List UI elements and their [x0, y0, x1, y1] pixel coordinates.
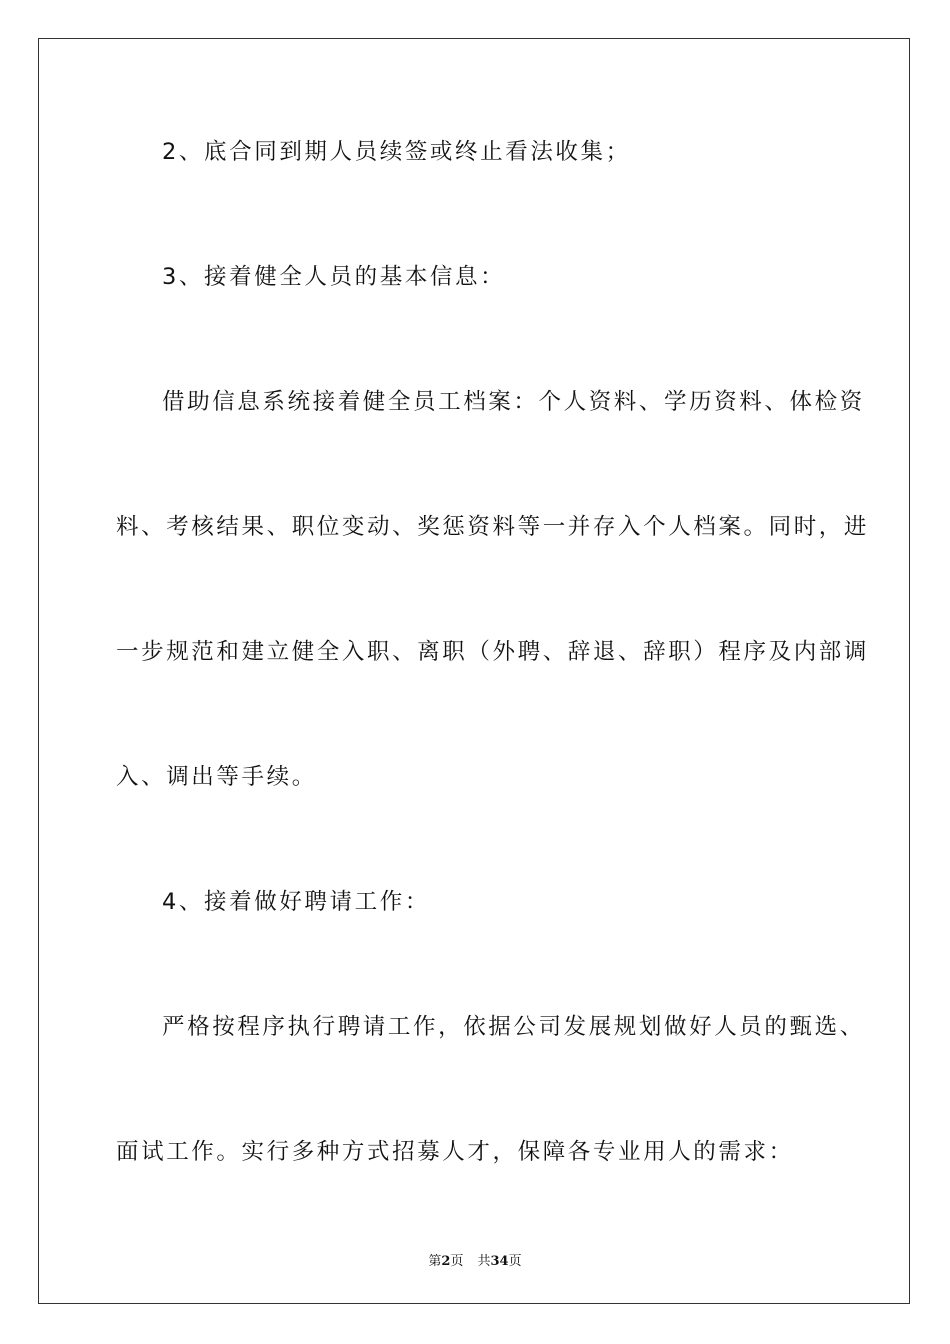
footer-page-number: 2	[441, 1254, 451, 1269]
paragraph-archives-line-1: 借助信息系统接着健全员工档案：个人资料、学历资料、体检资	[162, 389, 865, 415]
paragraph-recruit-line-1: 严格按程序执行聘请工作，依据公司发展规划做好人员的甄选、	[162, 1014, 865, 1040]
page-footer	[0, 1250, 950, 1269]
paragraph-archives-line-4: 入、调出等手续。	[116, 764, 317, 790]
paragraph-recruit-line-2: 面试工作。实行多种方式招募人才，保障各专业用人的需求：	[116, 1139, 794, 1165]
footer-total-suffix: 页	[508, 1254, 522, 1269]
paragraph-archives-line-3: 一步规范和建立健全入职、离职（外聘、辞退、辞职）程序及内部调	[116, 639, 870, 665]
footer-page-prefix: 第	[428, 1254, 442, 1269]
footer-total-pages: 34	[490, 1254, 509, 1269]
paragraph-item-4-heading: 4、接着做好聘请工作：	[162, 889, 430, 915]
footer-total-prefix: 共	[477, 1254, 491, 1269]
footer-page-suffix: 页	[450, 1254, 464, 1269]
paragraph-item-2: 2、底合同到期人员续签或终止看法收集；	[162, 139, 631, 165]
paragraph-item-3-heading: 3、接着健全人员的基本信息：	[162, 264, 506, 290]
paragraph-archives-line-2: 料、考核结果、职位变动、奖惩资料等一并存入个人档案。同时，进	[116, 514, 870, 540]
page-border	[38, 38, 910, 1304]
